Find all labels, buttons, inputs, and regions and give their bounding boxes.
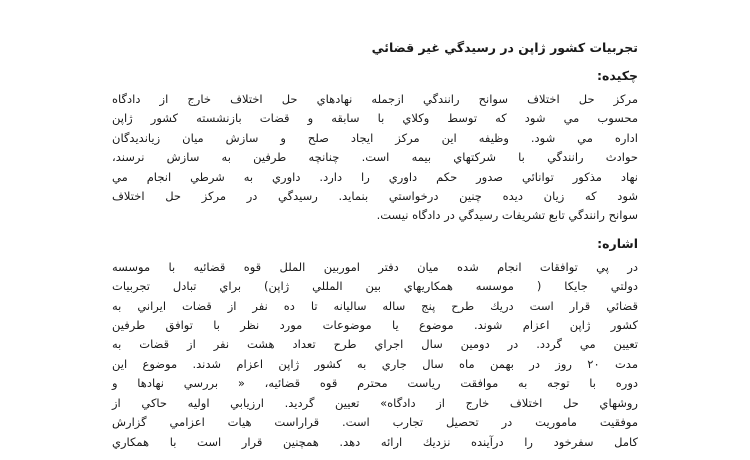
introduction-line: دولتي جايكا ( موسسه همكاريهاي بين المللي ژاپن) براي تبادل تجربيات — [112, 279, 638, 294]
introduction-line: در پي توافقات انجام شده ميان دفتر اموربين الملل قوه قضائيه با موسسه — [112, 259, 638, 274]
document-page — [112, 38, 638, 460]
abstract-line: شود كه زيان ديده چنين درخواستي بنمايد. رسيدگي در مركز حل اختلاف — [112, 189, 638, 204]
document-title: تجربيات كشور ژاپن در رسيدگي غير قضائي — [371, 40, 638, 55]
abstract-heading: چكيده: — [597, 68, 638, 83]
abstract-paragraph — [112, 90, 638, 226]
introduction-line: مدت ٢٠ روز در بهمن ماه سال جاري به كشور ژاپن اعزام شدند. موضوع اين — [112, 356, 638, 371]
introduction-heading: اشاره: — [597, 235, 638, 251]
abstract-line: محسوب مي شود كه توسط وكلاي با سابقه و قضات بازنشسته كشور ژاپن — [112, 111, 638, 126]
introduction-line: كشور ژاپن اعزام شوند. موضوع يا موضوعات مورد نظر با توافق طرفين — [112, 318, 638, 333]
introduction-line: كامل سفرخود را درآينده نزديك ارائه دهد. همچنين قرار است با همكاري — [112, 434, 638, 449]
introduction-line: دوره با توجه به موافقت رياست محترم قوه قضائيه، « بررسي نهادها و — [112, 376, 638, 391]
introduction-line: روشهاي حل اختلاف خارج از دادگاه» تعيين گرديد. ارزيابي اوليه حاكي از — [112, 395, 638, 410]
introduction-line: قضائي قرار است دريك طرح پنج ساله ساليانه تا ده نفر از قضات ايراني به — [112, 298, 638, 313]
abstract-line: نهاد مذكور توانائي صدور حكم داوري را دارد. داوري به شرطي انجام مي — [112, 169, 638, 184]
introduction-paragraph — [112, 258, 638, 452]
abstract-line: حوادث رانندگي با شركتهاي بيمه است. چنانچه طرفين به سازش نرسند، — [112, 150, 638, 165]
abstract-line: مركز حل اختلاف سوانح رانندگي ازجمله نهادهاي حل اختلاف خارج از دادگاه — [112, 92, 638, 106]
abstract-line: سوانح رانندگي تابع تشريفات رسيدگي در دادگاه نيست. — [376, 208, 638, 223]
introduction-line: تعيين مي گردد. در دومين سال اجراي طرح تعداد هشت نفر از قضات به — [112, 337, 638, 352]
abstract-line: اداره مي شود. وظيفه اين مركز ايجاد صلح و سازش ميان زيانديدگان — [112, 130, 638, 145]
introduction-line: موفقيت ماموريت در تحصيل تجارب است. قراراست هيات اعزامي گزارش — [112, 415, 638, 430]
